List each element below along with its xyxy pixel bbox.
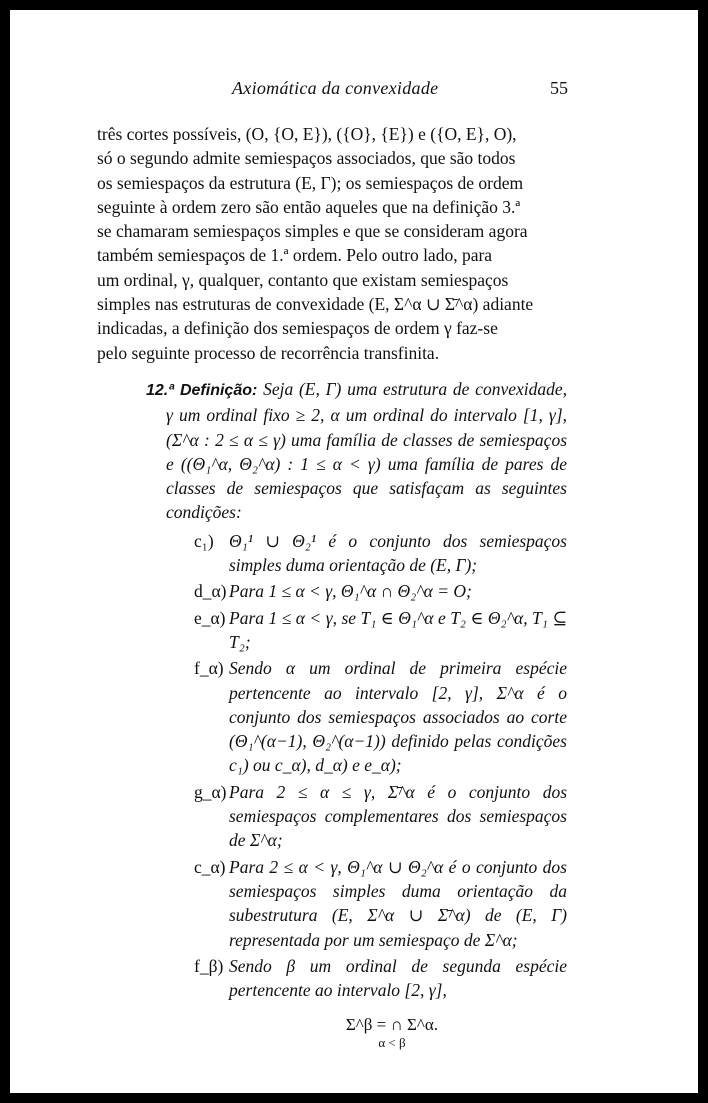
condition-tag: d_α) [194,581,227,602]
condition-item [97,780,567,853]
book-page [10,10,698,1093]
condition-text: Para 2 ≤ α < γ, Θ₁^α ∪ Θ₂^α é o conjunto dos semiespaços simples duma orientação da subestrutura (E, Σ^α ∪ Σ̄^α) de (E, Γ) representada por um semiespaço de Σ^α; [229,856,567,950]
condition-text: Sendo α um ordinal de primeira espécie pertencente ao intervalo [2, γ], Σ^α é o conjunto dos semiespaços associados ao corte (Θ₁^(α−1), Θ₂^(α−1)) definido pelas condições c₁) ou c_α), d_α) e e_α); [229,658,567,776]
text-line: seguinte à ordem zero são então aqueles que na definição 3.ª [97,196,521,217]
text-line: simples nas estruturas de convexidade (E, Σ^α ∪ Σ̄^α) adiante [97,294,534,315]
condition-text: Sendo β um ordinal de segunda espécie pertencente ao intervalo [2, γ], [229,955,567,1001]
page-header [10,78,698,102]
text-line: indicadas, a definição dos semiespaços de ordem γ faz-se [97,318,498,339]
condition-item [97,579,567,603]
intro-paragraph [97,122,567,365]
page-body [97,122,567,1052]
condition-item [97,855,567,952]
condition-tag: f_β) [194,955,224,976]
definition-text: Seja (E, Γ) uma estrutura de convexidade, γ um ordinal fixo ≥ 2, α um ordinal do intervalo [1, γ], (Σ^α : 2 ≤ α ≤ γ) uma família de classes de semiespaços e ((Θ₁^α, Θ₂^α) : 1 ≤ α < γ) uma família de pares de classes de semiespaços que satisfaçam as seguintes condições: [166,378,567,523]
formula-subscript: α < β [378,1035,406,1051]
running-title: Axiomática da convexidade [232,78,439,98]
condition-text: Θ₁¹ ∪ Θ₂¹ é o conjunto dos semiespaços simples duma orientação de (E, Γ); [229,530,567,576]
condition-tag: c_α) [194,856,226,877]
text-line: também semiespaços de 1.ª ordem. Pelo outro lado, para [97,245,493,266]
condition-text: Para 2 ≤ α ≤ γ, Σ̄^α é o conjunto dos semiespaços complementares dos semiespaços de Σ^α; [229,781,567,851]
condition-item [97,656,567,777]
text-line: se chamaram semiespaços simples e que se consideram agora [97,221,528,242]
text-line: os semiespaços da estrutura (E, Γ); os semiespaços de ordem [97,172,524,193]
condition-item [97,529,567,578]
condition-text: Para 1 ≤ α < γ, Θ₁^α ∩ Θ₂^α = O; [229,581,472,602]
formula-main: Σ^β = ∩ Σ^α. [345,1015,439,1035]
condition-list [97,529,567,1003]
display-formula [97,1016,567,1052]
text-line: só o segundo admite semiespaços associados, que são todos [97,148,516,169]
text-line: pelo seguinte processo de recorrência transfinita. [97,342,440,363]
condition-tag: e_α) [194,607,226,628]
condition-item [97,606,567,655]
condition-tag: f_α) [194,658,224,679]
condition-item [97,954,567,1003]
page-number: 55 [550,78,568,98]
condition-tag: g_α) [194,781,227,802]
condition-tag: c₁) [194,530,214,551]
definition-12 [97,377,567,525]
definition-label: 12.ª Definição: [146,381,258,399]
text-line: um ordinal, γ, qualquer, contanto que existam semiespaços [97,269,509,290]
condition-text: Para 1 ≤ α < γ, se T₁ ∈ Θ₁^α e T₂ ∈ Θ₂^α, T₁ ⊆ T₂; [229,607,567,652]
text-line: três cortes possíveis, (O, {O, E}), ({O}, {E}) e ({O, E}, O), [97,124,517,144]
